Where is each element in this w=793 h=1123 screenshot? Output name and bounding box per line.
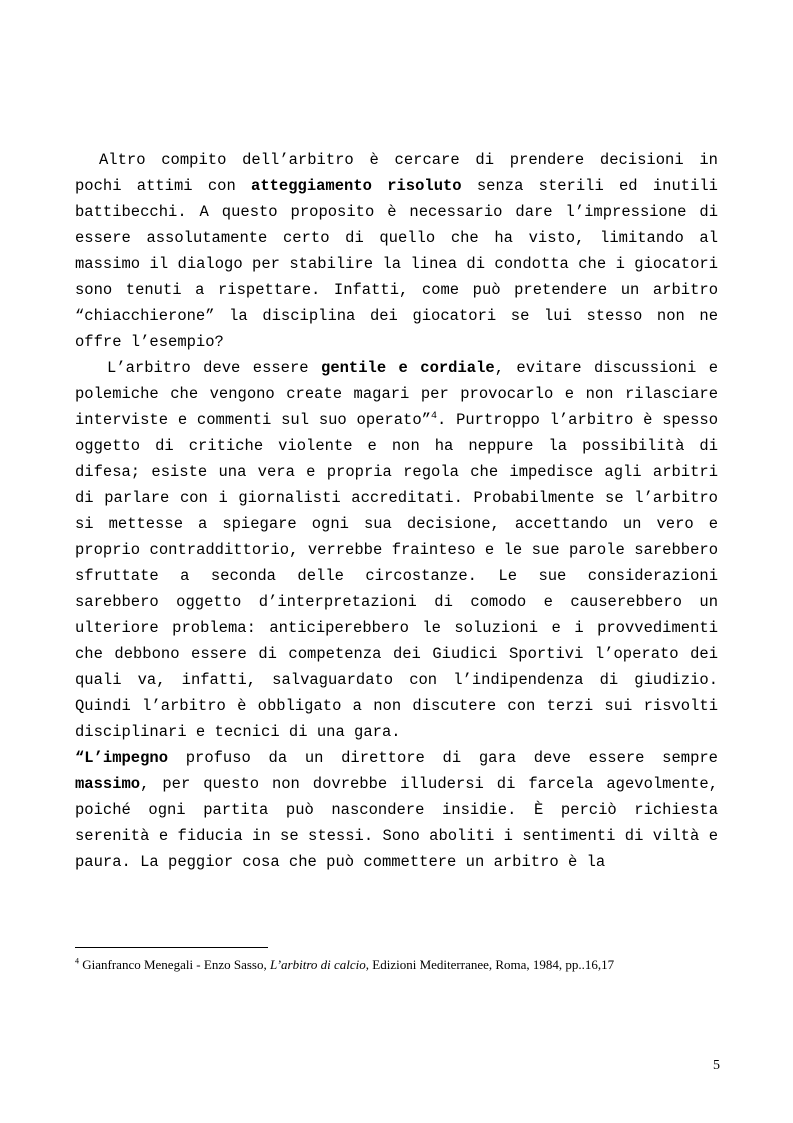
footnote-publication: , Edizioni Mediterranee, Roma, 1984, pp..16,17 <box>365 957 615 972</box>
paragraph-1 <box>75 147 718 355</box>
paragraph-2-bold-phrase: gentile e cordiale <box>321 359 495 377</box>
footnote-authors: Gianfranco Menegali - Enzo Sasso, <box>79 957 270 972</box>
footnote-marker: 4 <box>75 956 79 966</box>
paragraph-1-text-c: senza sterili ed inutili battibecchi. A questo proposito è necessario dare l’impressione di essere assolutamente certo di quello che ha visto, limitando al massimo il dialogo per stabilire la linea di condotta che i giocatori sono tenuti a rispettare. Infatti, come può pretendere un arbitro “chiacchierone” la disciplina dei giocatori se lui stesso non ne offre l’esempio? <box>75 177 718 351</box>
paragraph-2-text-c: , evitare discussioni e polemiche che vengono create magari per provocarlo e non rilasciare interviste e commenti sul suo operato” <box>75 359 719 429</box>
paragraph-3-text-b: profuso da un direttore di gara deve essere sempre <box>168 749 718 767</box>
paragraph-2-text-d: . Purtroppo l’arbitro è spesso oggetto di critiche violente e non ha neppure la possibilità di difesa; esiste una vera e propria regola che impedisce agli arbitri di parlare con i giornalisti accreditati. Probabilmente se l’arbitro si mettesse a spiegare ogni sua decisione, accettando un vero e proprio contraddittorio, verrebbe frainteso e le sue parole sarebbero sfruttate a seconda delle circostanze. Le sue considerazioni sarebbero oggetto d’interpretazioni di comodo e causerebbero un ulteriore problema: anticiperebbero le soluzioni e i provvedimenti che debbono essere di competenza dei Giudici Sportivi l’operato dei quali va, infatti, salvaguardato con l’indipendenza di giudizio. Quindi l’arbitro è obbligato a non discutere con terzi sui risvolti disciplinari e tecnici di una gara. <box>75 411 719 741</box>
paragraph-3-bold-start: “L’impegno <box>75 749 169 767</box>
footnote-separator <box>75 947 268 948</box>
paragraph-3-text-d: , per questo non dovrebbe illudersi di farcela agevolmente, poiché ogni partita può nascondere insidie. È perciò richiesta serenità e fiducia in se stessi. Sono aboliti i sentimenti di viltà e paura. La peggior cosa che può commettere un arbitro è la <box>75 775 718 871</box>
paragraph-3 <box>75 745 718 875</box>
body-text <box>75 147 718 875</box>
footnote <box>75 956 735 974</box>
paragraph-3-bold-word: massimo <box>75 775 141 793</box>
paragraph-1-bold-phrase: atteggiamento risoluto <box>251 177 462 195</box>
page-number: 5 <box>713 1058 720 1073</box>
footnote-reference[interactable]: 4 <box>430 410 437 422</box>
paragraph-2 <box>75 355 718 745</box>
paragraph-2-text-a: L’arbitro deve essere <box>107 359 322 377</box>
paragraph-1-text-a: Altro compito dell’arbitro è cercare di prendere decisioni in pochi attimi con <box>75 151 718 195</box>
footnote-title: L’arbitro di calcio <box>269 957 366 972</box>
